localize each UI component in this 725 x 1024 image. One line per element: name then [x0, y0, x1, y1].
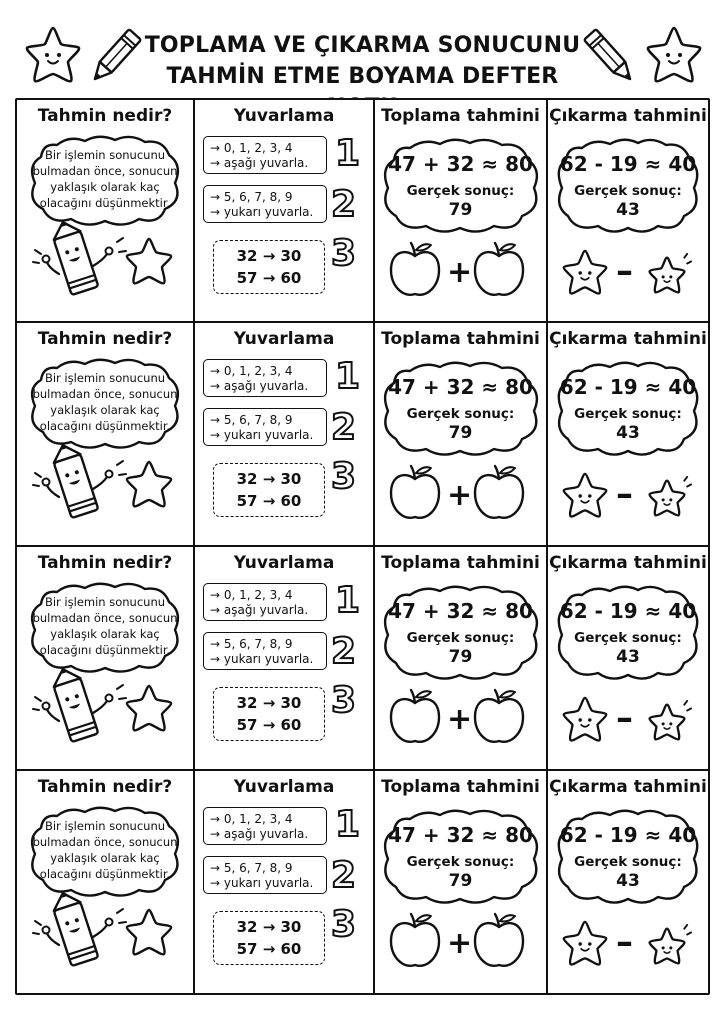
plus-operator: +: [447, 702, 473, 737]
rounding-example: 32 → 30: [236, 918, 302, 936]
step-number: 2: [331, 631, 357, 672]
toplama-cell: [375, 547, 548, 769]
tahmin-heading: Tahmin nedir?: [37, 329, 173, 349]
tahmin-cell: [17, 771, 195, 993]
rounding-example: 32 → 30: [236, 247, 302, 265]
definition-line: yaklaşık olarak kaç: [50, 403, 160, 417]
minus-operator: –: [616, 922, 633, 962]
definition-line: yaklaşık olarak kaç: [50, 180, 160, 194]
smiling-star-icon: [642, 250, 692, 300]
addition-estimate: 47 + 32 ≈ 80: [388, 375, 533, 399]
round-up-text: → yukarı yuvarla.: [210, 652, 314, 666]
yuvarlama-heading: Yuvarlama: [233, 106, 335, 126]
actual-result-label: Gerçek sonuç:: [574, 406, 682, 422]
pencil-character-icon: [27, 663, 133, 753]
apple-icon: [471, 240, 527, 300]
round-down-rule: [203, 583, 327, 621]
step-number: 2: [331, 855, 357, 896]
definition-line: olacağını düşünmektir.: [39, 867, 171, 881]
round-down-text: → aşağı yuvarla.: [210, 156, 309, 170]
cikarma-cell: [548, 547, 708, 769]
pencil-character-icon: [27, 216, 133, 306]
round-down-digits: → 0, 1, 2, 3, 4: [210, 588, 293, 602]
note-strip: [15, 769, 710, 995]
toplama-heading: Toplama tahmini: [381, 777, 540, 797]
definition-line: Bir işlemin sonucunu: [44, 819, 166, 833]
star-icon: [123, 907, 175, 959]
round-up-rule: [203, 185, 327, 223]
apple-icon: [387, 911, 443, 971]
step-number: 1: [335, 356, 361, 397]
round-up-text: → yukarı yuvarla.: [210, 428, 314, 442]
round-up-text: → yukarı yuvarla.: [210, 205, 314, 219]
addition-estimate: 47 + 32 ≈ 80: [388, 152, 533, 176]
round-down-digits: → 0, 1, 2, 3, 4: [210, 141, 293, 155]
title-line-1: TOPLAMA VE ÇIKARMA SONUCUNU: [144, 33, 581, 58]
rounding-examples: [213, 463, 325, 517]
cikarma-heading: Çıkarma tahmini: [549, 329, 707, 349]
round-up-digits: → 5, 6, 7, 8, 9: [210, 190, 293, 204]
rounding-example: 32 → 30: [236, 694, 302, 712]
actual-result-label: Gerçek sonuç:: [406, 183, 515, 199]
step-number: 1: [335, 804, 361, 845]
addition-estimate: 47 + 32 ≈ 80: [388, 823, 533, 847]
actual-result-label: Gerçek sonuç:: [406, 630, 515, 646]
pencil-character-icon: [27, 887, 133, 977]
subtraction-estimate: 62 - 19 ≈ 40: [559, 599, 697, 623]
tahmin-definition: [31, 818, 179, 882]
round-up-digits-text: 5, 6, 7, 8, 9: [223, 190, 293, 204]
minus-operator: –: [616, 251, 633, 291]
minus-operator: –: [616, 698, 633, 738]
rounding-example: 57 → 60: [236, 492, 302, 510]
round-up-digits-text: 5, 6, 7, 8, 9: [223, 637, 293, 651]
round-up-digits-text: 5, 6, 7, 8, 9: [223, 413, 293, 427]
round-down-text: → aşağı yuvarla.: [210, 827, 309, 841]
actual-result-value: 79: [448, 423, 473, 443]
round-down-digits-text: 0, 1, 2, 3, 4: [223, 812, 293, 826]
apple-icon: [471, 463, 527, 523]
actual-result-value: 43: [616, 871, 640, 891]
toplama-heading: Toplama tahmini: [381, 553, 540, 573]
definition-line: bulmadan önce, sonucun: [32, 387, 178, 401]
definition-line: olacağını düşünmektir.: [39, 196, 171, 210]
star-icon: [123, 236, 175, 288]
round-up-digits: → 5, 6, 7, 8, 9: [210, 413, 293, 427]
definition-line: bulmadan önce, sonucun: [32, 611, 178, 625]
title-line-2: TAHMİN ETME BOYAMA DEFTER: [166, 64, 559, 89]
round-down-digits-text: 0, 1, 2, 3, 4: [223, 141, 293, 155]
note-strip: [15, 98, 710, 324]
plus-operator: +: [447, 926, 473, 961]
actual-result-value: 79: [448, 647, 473, 667]
smiling-star-icon: [642, 473, 692, 523]
round-up-digits: → 5, 6, 7, 8, 9: [210, 861, 293, 875]
smiling-star-icon: [642, 697, 692, 747]
cikarma-cell: [548, 771, 708, 993]
step-number: 3: [331, 680, 357, 721]
definition-line: yaklaşık olarak kaç: [50, 627, 160, 641]
step-number: 3: [331, 904, 357, 945]
actual-result-label: Gerçek sonuç:: [406, 406, 515, 422]
definition-line: olacağını düşünmektir.: [39, 643, 171, 657]
step-number: 1: [335, 580, 361, 621]
plus-operator: +: [447, 478, 473, 513]
rounding-examples: [213, 240, 325, 294]
yuvarlama-cell: [195, 100, 375, 322]
tahmin-cell: [17, 323, 195, 545]
smiling-star-icon: [560, 695, 610, 745]
cikarma-heading: Çıkarma tahmini: [549, 777, 707, 797]
page-header: [0, 0, 725, 98]
round-up-digits: → 5, 6, 7, 8, 9: [210, 637, 293, 651]
actual-result-value: 43: [616, 647, 640, 667]
round-down-text: → aşağı yuvarla.: [210, 379, 309, 393]
actual-result-value: 79: [448, 871, 473, 891]
tahmin-definition: [31, 594, 179, 658]
smiling-star-icon: [560, 919, 610, 969]
step-number: 2: [331, 407, 357, 448]
round-up-rule: [203, 408, 327, 446]
toplama-heading: Toplama tahmini: [381, 329, 540, 349]
round-down-rule: [203, 136, 327, 174]
definition-line: bulmadan önce, sonucun: [32, 835, 178, 849]
round-down-text: → aşağı yuvarla.: [210, 603, 309, 617]
toplama-cell: [375, 323, 548, 545]
actual-result-label: Gerçek sonuç:: [406, 854, 515, 870]
step-number: 2: [331, 184, 357, 225]
cikarma-cell: [548, 100, 708, 322]
rounding-example: 57 → 60: [236, 269, 302, 287]
tahmin-definition: [31, 147, 179, 211]
tahmin-heading: Tahmin nedir?: [37, 106, 173, 126]
round-up-rule: [203, 632, 327, 670]
note-strip: [15, 321, 710, 547]
tahmin-heading: Tahmin nedir?: [37, 777, 173, 797]
addition-estimate: 47 + 32 ≈ 80: [388, 599, 533, 623]
toplama-heading: Toplama tahmini: [381, 106, 540, 126]
step-number: 3: [331, 233, 357, 274]
yuvarlama-heading: Yuvarlama: [233, 777, 335, 797]
round-down-rule: [203, 807, 327, 845]
round-down-digits: → 0, 1, 2, 3, 4: [210, 812, 293, 826]
smiling-star-icon: [560, 248, 610, 298]
apple-icon: [471, 687, 527, 747]
star-icon: [123, 459, 175, 511]
pencil-icon: [583, 28, 641, 90]
round-up-digits-text: 5, 6, 7, 8, 9: [223, 861, 293, 875]
toplama-cell: [375, 100, 548, 322]
round-up-rule: [203, 856, 327, 894]
actual-result-label: Gerçek sonuç:: [574, 630, 682, 646]
cikarma-heading: Çıkarma tahmini: [549, 553, 707, 573]
step-number: 3: [331, 456, 357, 497]
smiling-star-icon: [642, 921, 692, 971]
note-strip: [15, 545, 710, 771]
minus-operator: –: [616, 474, 633, 514]
star-icon: [123, 683, 175, 735]
definition-line: yaklaşık olarak kaç: [50, 851, 160, 865]
tahmin-cell: [17, 547, 195, 769]
round-down-digits: → 0, 1, 2, 3, 4: [210, 364, 293, 378]
round-up-text: → yukarı yuvarla.: [210, 876, 314, 890]
actual-result-value: 79: [448, 200, 473, 220]
smiling-star-icon: [22, 24, 84, 86]
smiling-star-icon: [560, 471, 610, 521]
actual-result-value: 43: [616, 200, 640, 220]
rounding-example: 32 → 30: [236, 470, 302, 488]
subtraction-estimate: 62 - 19 ≈ 40: [559, 375, 697, 399]
cikarma-cell: [548, 323, 708, 545]
cikarma-heading: Çıkarma tahmini: [549, 106, 707, 126]
definition-line: Bir işlemin sonucunu: [44, 148, 166, 162]
apple-icon: [387, 240, 443, 300]
toplama-cell: [375, 771, 548, 993]
pencil-icon: [84, 28, 142, 90]
yuvarlama-heading: Yuvarlama: [233, 553, 335, 573]
yuvarlama-heading: Yuvarlama: [233, 329, 335, 349]
subtraction-estimate: 62 - 19 ≈ 40: [559, 823, 697, 847]
round-down-rule: [203, 359, 327, 397]
definition-line: Bir işlemin sonucunu: [44, 595, 166, 609]
yuvarlama-cell: [195, 547, 375, 769]
actual-result-value: 43: [616, 423, 640, 443]
rounding-example: 57 → 60: [236, 940, 302, 958]
rounding-examples: [213, 911, 325, 965]
definition-line: Bir işlemin sonucunu: [44, 371, 166, 385]
yuvarlama-cell: [195, 771, 375, 993]
apple-icon: [471, 911, 527, 971]
smiling-star-icon: [643, 24, 705, 86]
actual-result-label: Gerçek sonuç:: [574, 854, 682, 870]
apple-icon: [387, 463, 443, 523]
round-down-digits-text: 0, 1, 2, 3, 4: [223, 364, 293, 378]
rounding-examples: [213, 687, 325, 741]
tahmin-definition: [31, 370, 179, 434]
apple-icon: [387, 687, 443, 747]
actual-result-label: Gerçek sonuç:: [574, 183, 682, 199]
rounding-example: 57 → 60: [236, 716, 302, 734]
step-number: 1: [335, 133, 361, 174]
definition-line: bulmadan önce, sonucun: [32, 164, 178, 178]
definition-line: olacağını düşünmektir.: [39, 419, 171, 433]
yuvarlama-cell: [195, 323, 375, 545]
round-down-digits-text: 0, 1, 2, 3, 4: [223, 588, 293, 602]
tahmin-heading: Tahmin nedir?: [37, 553, 173, 573]
subtraction-estimate: 62 - 19 ≈ 40: [559, 152, 697, 176]
plus-operator: +: [447, 255, 473, 290]
tahmin-cell: [17, 100, 195, 322]
pencil-character-icon: [27, 439, 133, 529]
